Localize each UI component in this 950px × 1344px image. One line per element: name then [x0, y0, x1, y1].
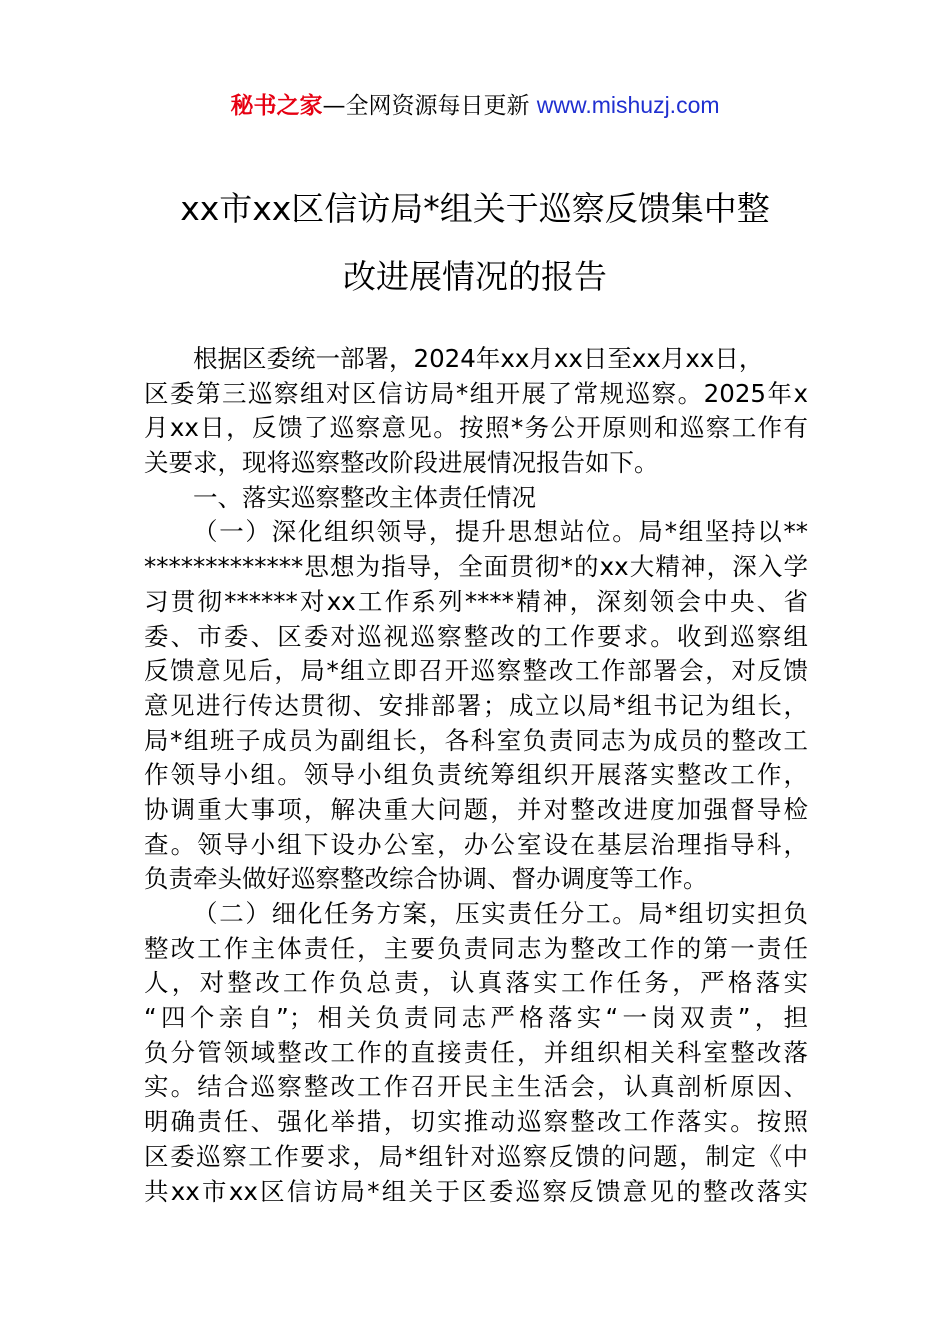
body-line: 局*组班子成员为副组长，各科室负责同志为成员的整改工 — [144, 725, 808, 755]
body-line: 作领导小组。领导小组负责统筹组织开展落实整改工作， — [144, 760, 808, 790]
body-line: 月xx日，反馈了巡察意见。按照*务公开原则和巡察工作有 — [144, 413, 808, 443]
body-line: （一）深化组织领导，提升思想站位。局*组坚持以** — [193, 517, 808, 547]
body-line: 整改工作主体责任，主要负责同志为整改工作的第一责任 — [144, 933, 808, 963]
body-line: 负分管领域整改工作的直接责任，并组织相关科室整改落 — [144, 1037, 808, 1067]
body-line: 人，对整改工作负总责，认真落实工作任务，严格落实 — [144, 968, 808, 998]
body-line: 实。结合巡察整改工作召开民主生活会，认真剖析原因、 — [144, 1072, 808, 1102]
body-line: 关要求，现将巡察整改阶段进展情况报告如下。 — [144, 448, 659, 478]
body-line: “四个亲自”；相关负责同志严格落实“一岗双责”，担 — [144, 1003, 808, 1033]
body-line: 明确责任、强化举措，切实推动巡察整改工作落实。按照 — [144, 1107, 808, 1137]
body-line: 区委第三巡察组对区信访局*组开展了常规巡察。2025年x — [144, 378, 808, 408]
body-line: 协调重大事项，解决重大问题，并对整改进度加强督导检 — [144, 794, 808, 824]
section-heading: 一、落实巡察整改主体责任情况 — [193, 482, 536, 512]
site-brand: 秘书之家 — [230, 93, 323, 119]
body-line: 区委巡察工作要求，局*组针对巡察反馈的问题，制定《中 — [144, 1141, 808, 1171]
body-line: 委、市委、区委对巡视巡察整改的工作要求。收到巡察组 — [144, 621, 808, 651]
body-line: 根据区委统一部署，2024年xx月xx日至xx月xx日， — [193, 344, 764, 373]
body-line: 习贯彻******对xx工作系列****精神，深刻领会中央、省 — [144, 586, 808, 616]
site-header — [0, 88, 950, 123]
site-url-link[interactable]: www.mishuzj.com — [536, 92, 720, 118]
document-title-line-2: 改进展情况的报告 — [343, 257, 607, 296]
body-line: *************思想为指导，全面贯彻*的xx大精神，深入学 — [144, 552, 808, 582]
document-body — [144, 342, 808, 1209]
body-line: 共xx市xx区信访局*组关于区委巡察反馈意见的整改落实 — [144, 1176, 808, 1206]
body-line: 意见进行传达贯彻、安排部署；成立以局*组书记为组长， — [144, 690, 808, 720]
body-line: 反馈意见后，局*组立即召开巡察整改工作部署会，对反馈 — [144, 656, 808, 686]
body-line: （二）细化任务方案，压实责任分工。局*组切实担负 — [193, 899, 808, 928]
body-line: 查。领导小组下设办公室，办公室设在基层治理指导科， — [144, 829, 808, 859]
body-line: 负责牵头做好巡察整改综合协调、督办调度等工作。 — [144, 864, 708, 894]
site-tagline: —全网资源每日更新 — [322, 93, 537, 119]
document-title-line-1: xx市xx区信访局*组关于巡察反馈集中整 — [180, 189, 770, 228]
